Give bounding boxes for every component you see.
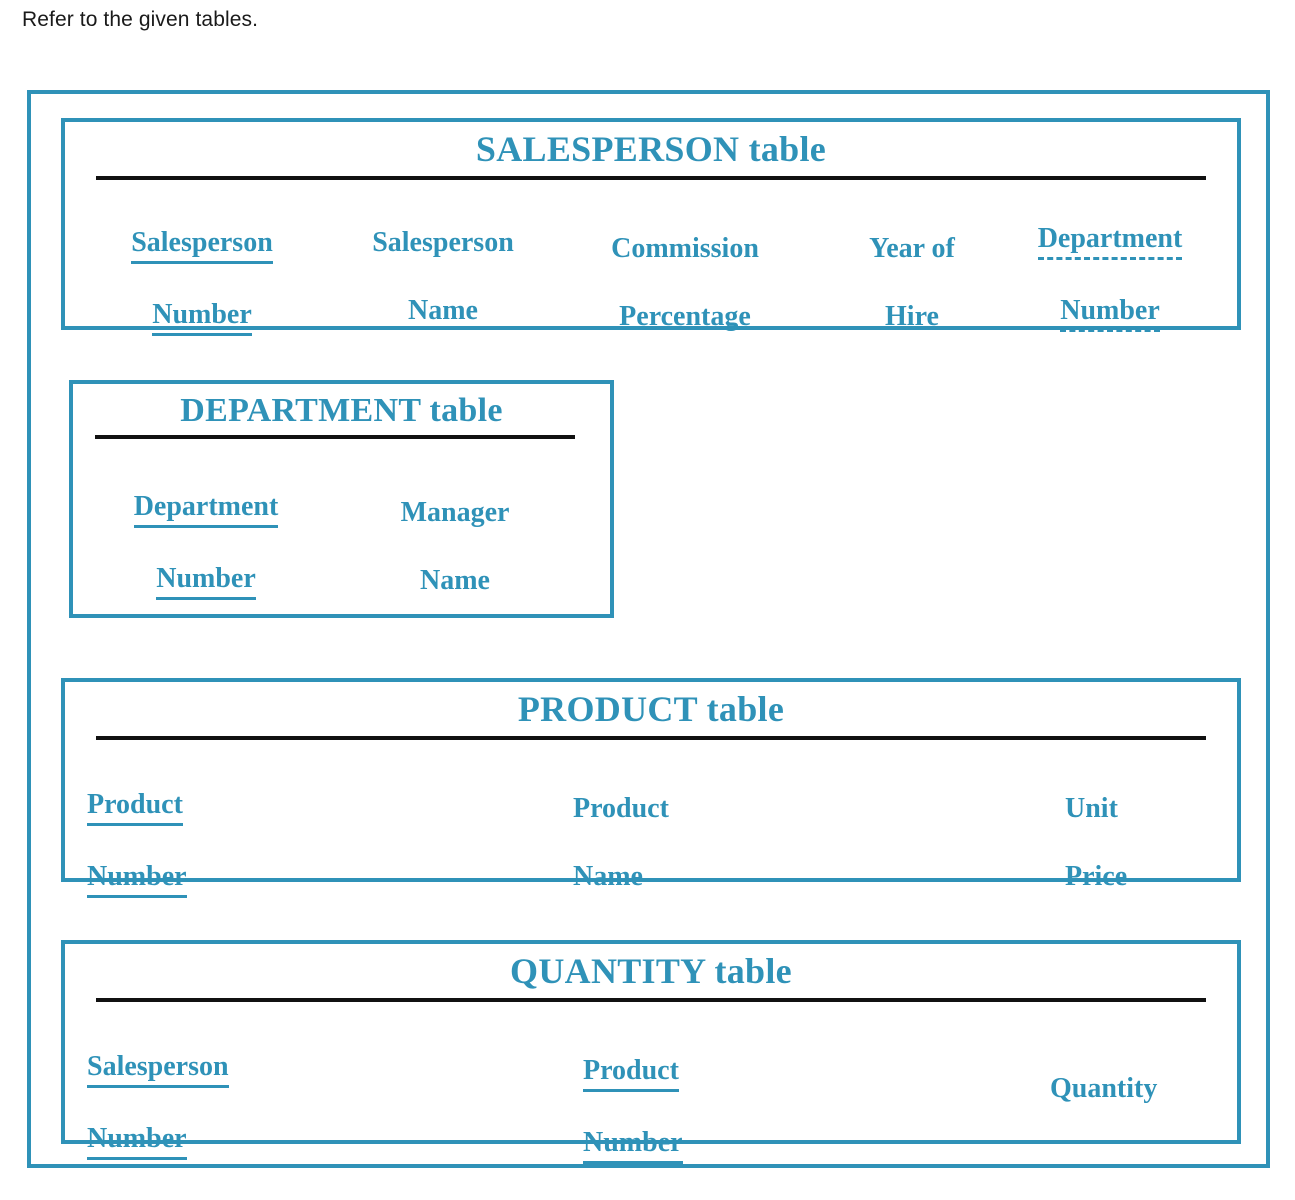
column-line2: Number <box>156 562 256 600</box>
department-table-box <box>69 380 614 618</box>
instruction-text: Refer to the given tables. <box>22 8 259 31</box>
salesperson-table-title: SALESPERSON table <box>475 129 827 169</box>
column-line2: Number <box>583 1126 683 1164</box>
column-line2: Name <box>573 861 643 893</box>
column-line1: Year of <box>869 232 955 264</box>
column-salesperson-name <box>333 192 553 329</box>
column-quantity-product-number <box>583 1020 783 1165</box>
department-table-title: DEPARTMENT table <box>180 392 503 429</box>
column-line1: Commission <box>611 232 759 264</box>
department-title-rule <box>95 435 575 439</box>
column-line2: Number <box>87 860 187 898</box>
column-line2: Name <box>408 295 478 327</box>
product-columns <box>65 754 1237 893</box>
salesperson-title-rule <box>96 176 1206 180</box>
column-line2: Price <box>1065 861 1128 893</box>
column-line1: Department <box>1038 222 1183 260</box>
column-line2: Percentage <box>619 301 751 333</box>
column-line1: Salesperson <box>131 226 273 264</box>
column-line2: Name <box>420 564 490 596</box>
column-manager-name <box>355 461 555 598</box>
column-commission-percentage <box>565 198 805 335</box>
quantity-columns <box>65 1016 1237 1159</box>
column-line1: Salesperson <box>372 226 514 258</box>
column-line1: Product <box>573 792 669 824</box>
quantity-table-title: QUANTITY table <box>510 951 792 991</box>
column-line1: Product <box>87 788 183 826</box>
column-line1: Department <box>134 490 279 528</box>
salesperson-table-box <box>61 118 1241 333</box>
column-line2: Number <box>1060 294 1160 332</box>
quantity-title-rule <box>96 998 1206 1002</box>
column-line2: Number <box>152 298 252 336</box>
column-line1: Salesperson <box>87 1050 229 1088</box>
department-columns <box>73 455 610 595</box>
column-line2: Number <box>87 1122 187 1160</box>
column-year-of-hire <box>827 198 997 335</box>
salesperson-columns <box>65 192 1237 333</box>
column-quantity <box>1050 1038 1230 1106</box>
column-line1: Manager <box>400 496 510 528</box>
column-salesperson-number <box>87 192 317 337</box>
column-line2: Hire <box>885 301 939 333</box>
product-table-box <box>61 678 1241 893</box>
quantity-table-box <box>61 940 1241 1159</box>
column-department-number-fk <box>995 188 1225 333</box>
column-product-name <box>573 758 773 895</box>
column-line1: Quantity <box>1050 1072 1158 1104</box>
column-line1: Unit <box>1065 792 1118 824</box>
product-title-rule <box>96 736 1206 740</box>
schema-diagram-frame <box>27 90 1270 1168</box>
column-department-number <box>91 455 321 600</box>
column-quantity-salesperson-number <box>87 1016 337 1161</box>
column-product-number <box>87 754 287 899</box>
product-table-title: PRODUCT table <box>517 689 785 729</box>
column-unit-price <box>1065 758 1205 895</box>
column-line1: Product <box>583 1054 679 1092</box>
